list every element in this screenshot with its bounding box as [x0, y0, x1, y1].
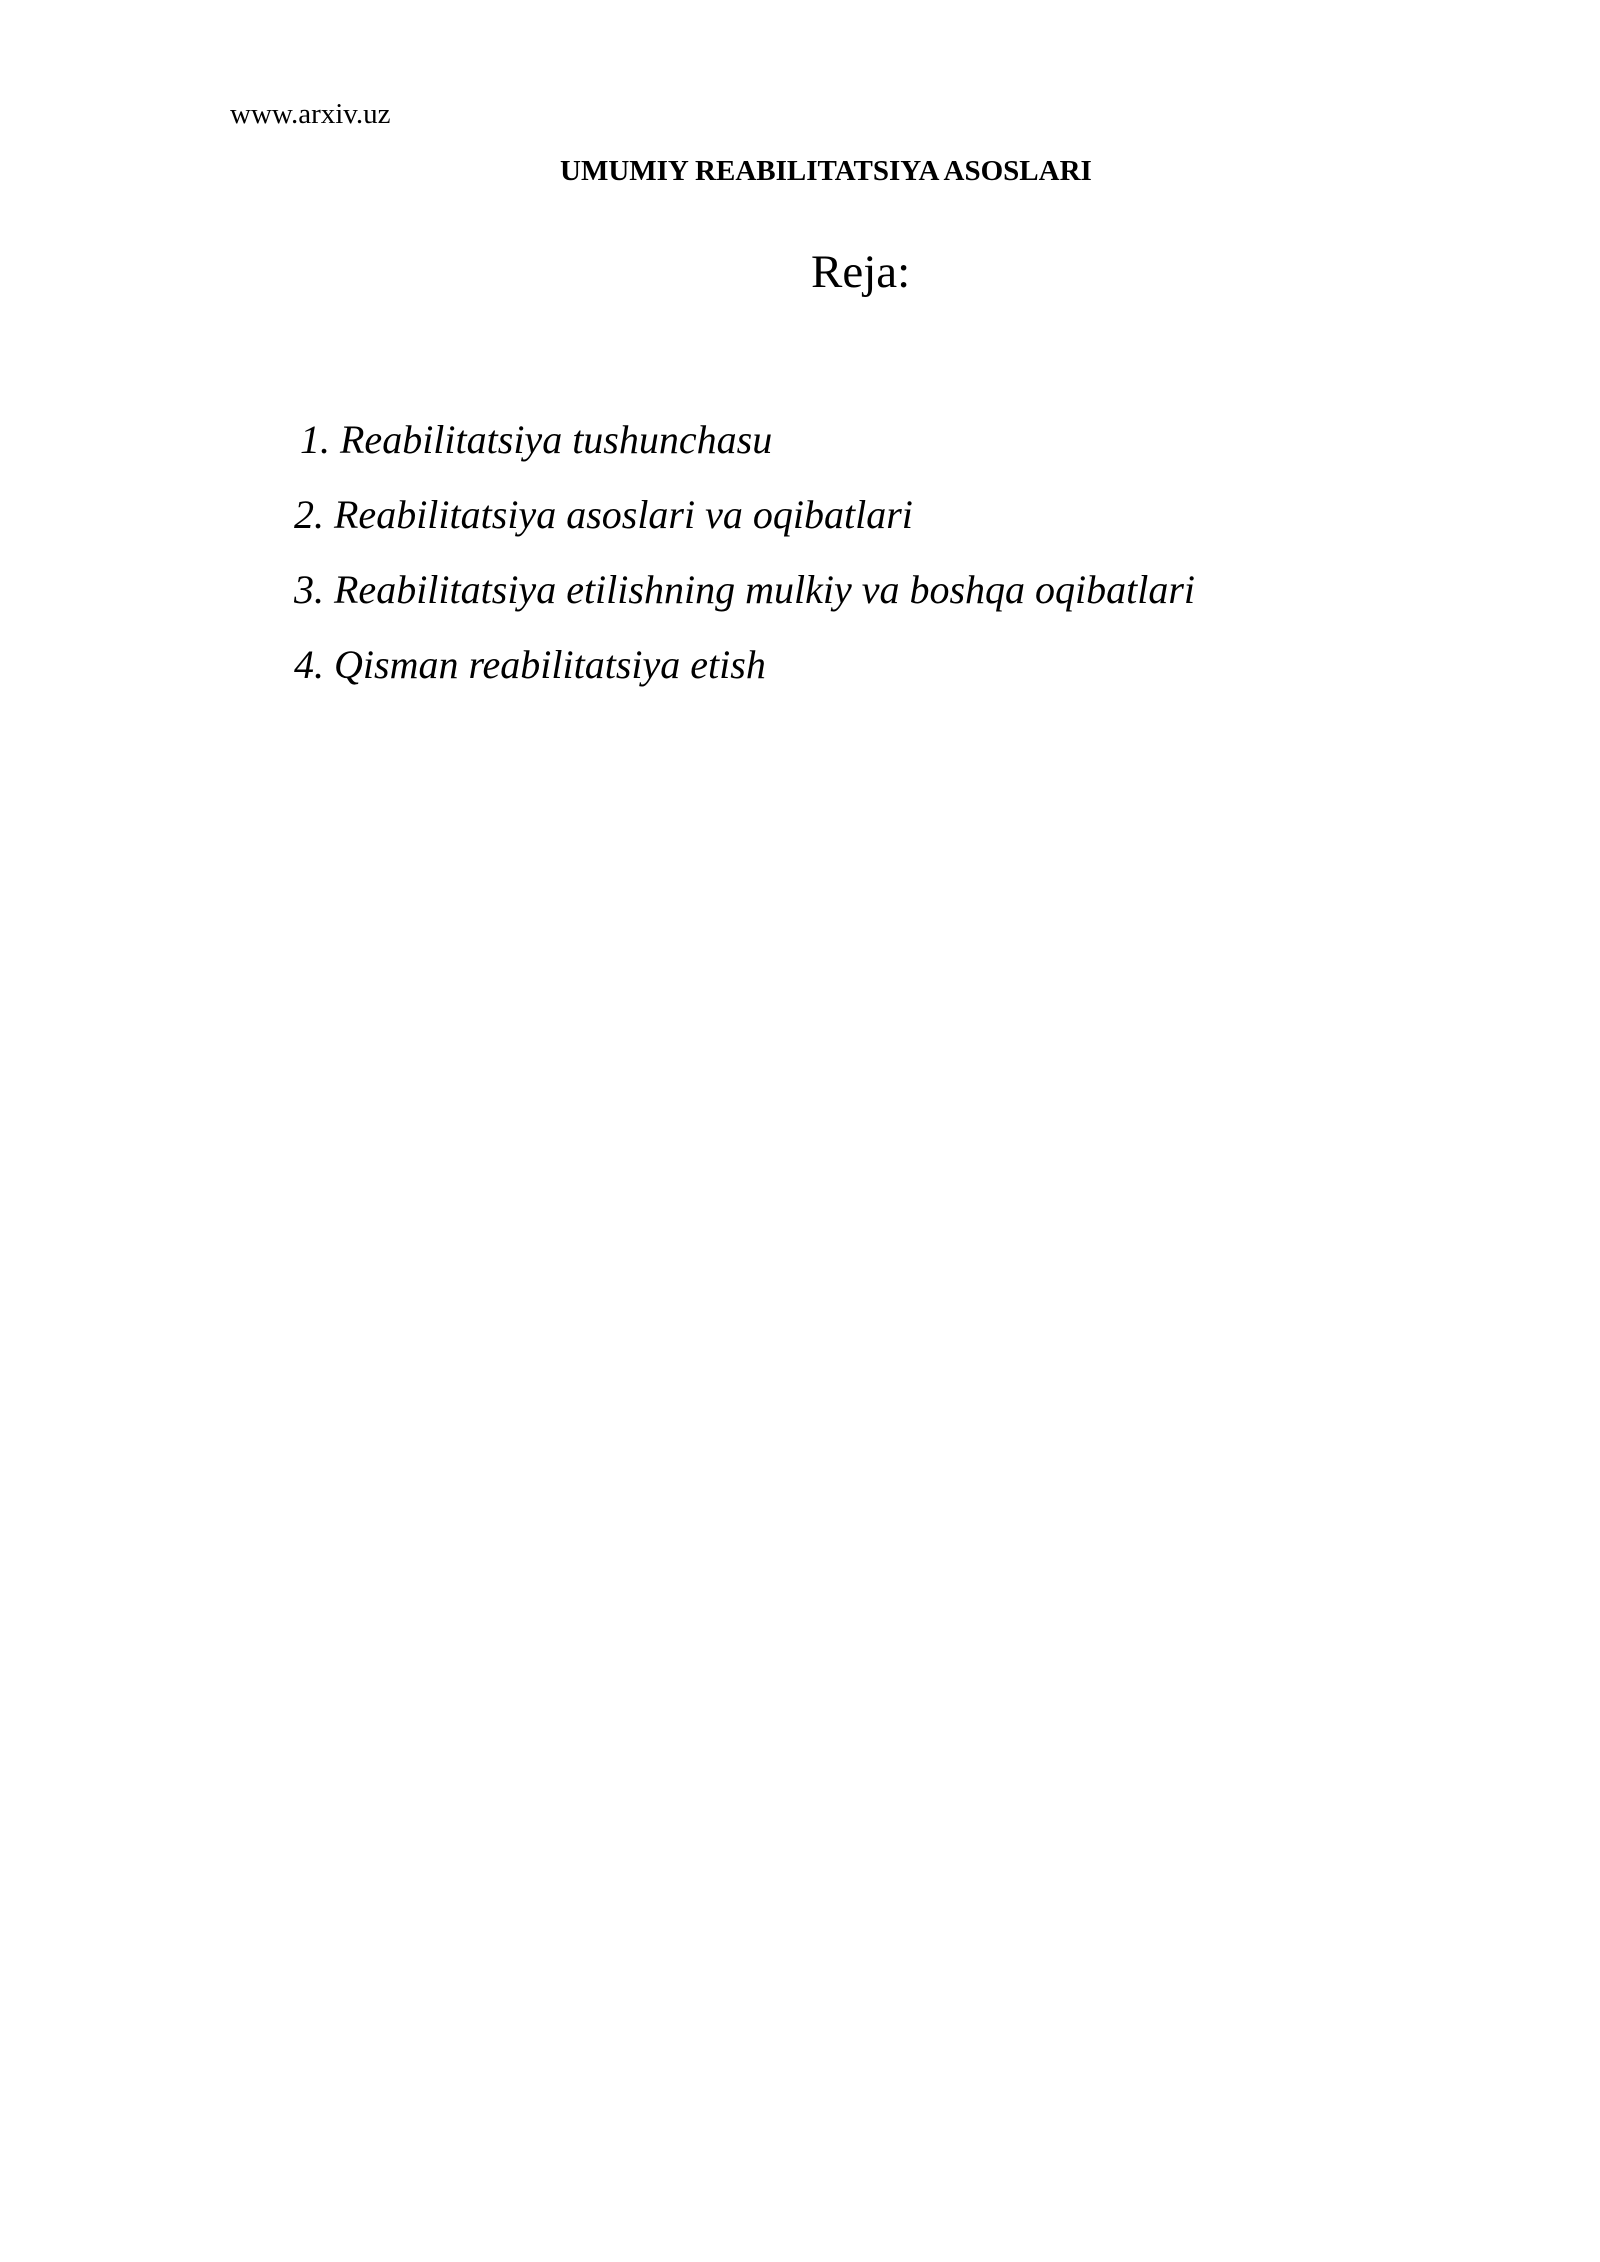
plan-heading: Reja:	[811, 246, 911, 298]
plan-item: 3. Reabilitatsiya etilishning mulkiy va boshqa oqibatlari	[294, 567, 1196, 612]
document-title: UMUMIY REABILITATSIYA ASOSLARI	[560, 155, 1092, 187]
plan-item: 2. Reabilitatsiya asoslari va oqibatlari	[294, 492, 913, 537]
source-url: www.arxiv.uz	[230, 98, 391, 130]
plan-item: 1. Reabilitatsiya tushunchasu	[300, 417, 773, 462]
plan-item: 4. Qisman reabilitatsiya etish	[294, 642, 766, 687]
